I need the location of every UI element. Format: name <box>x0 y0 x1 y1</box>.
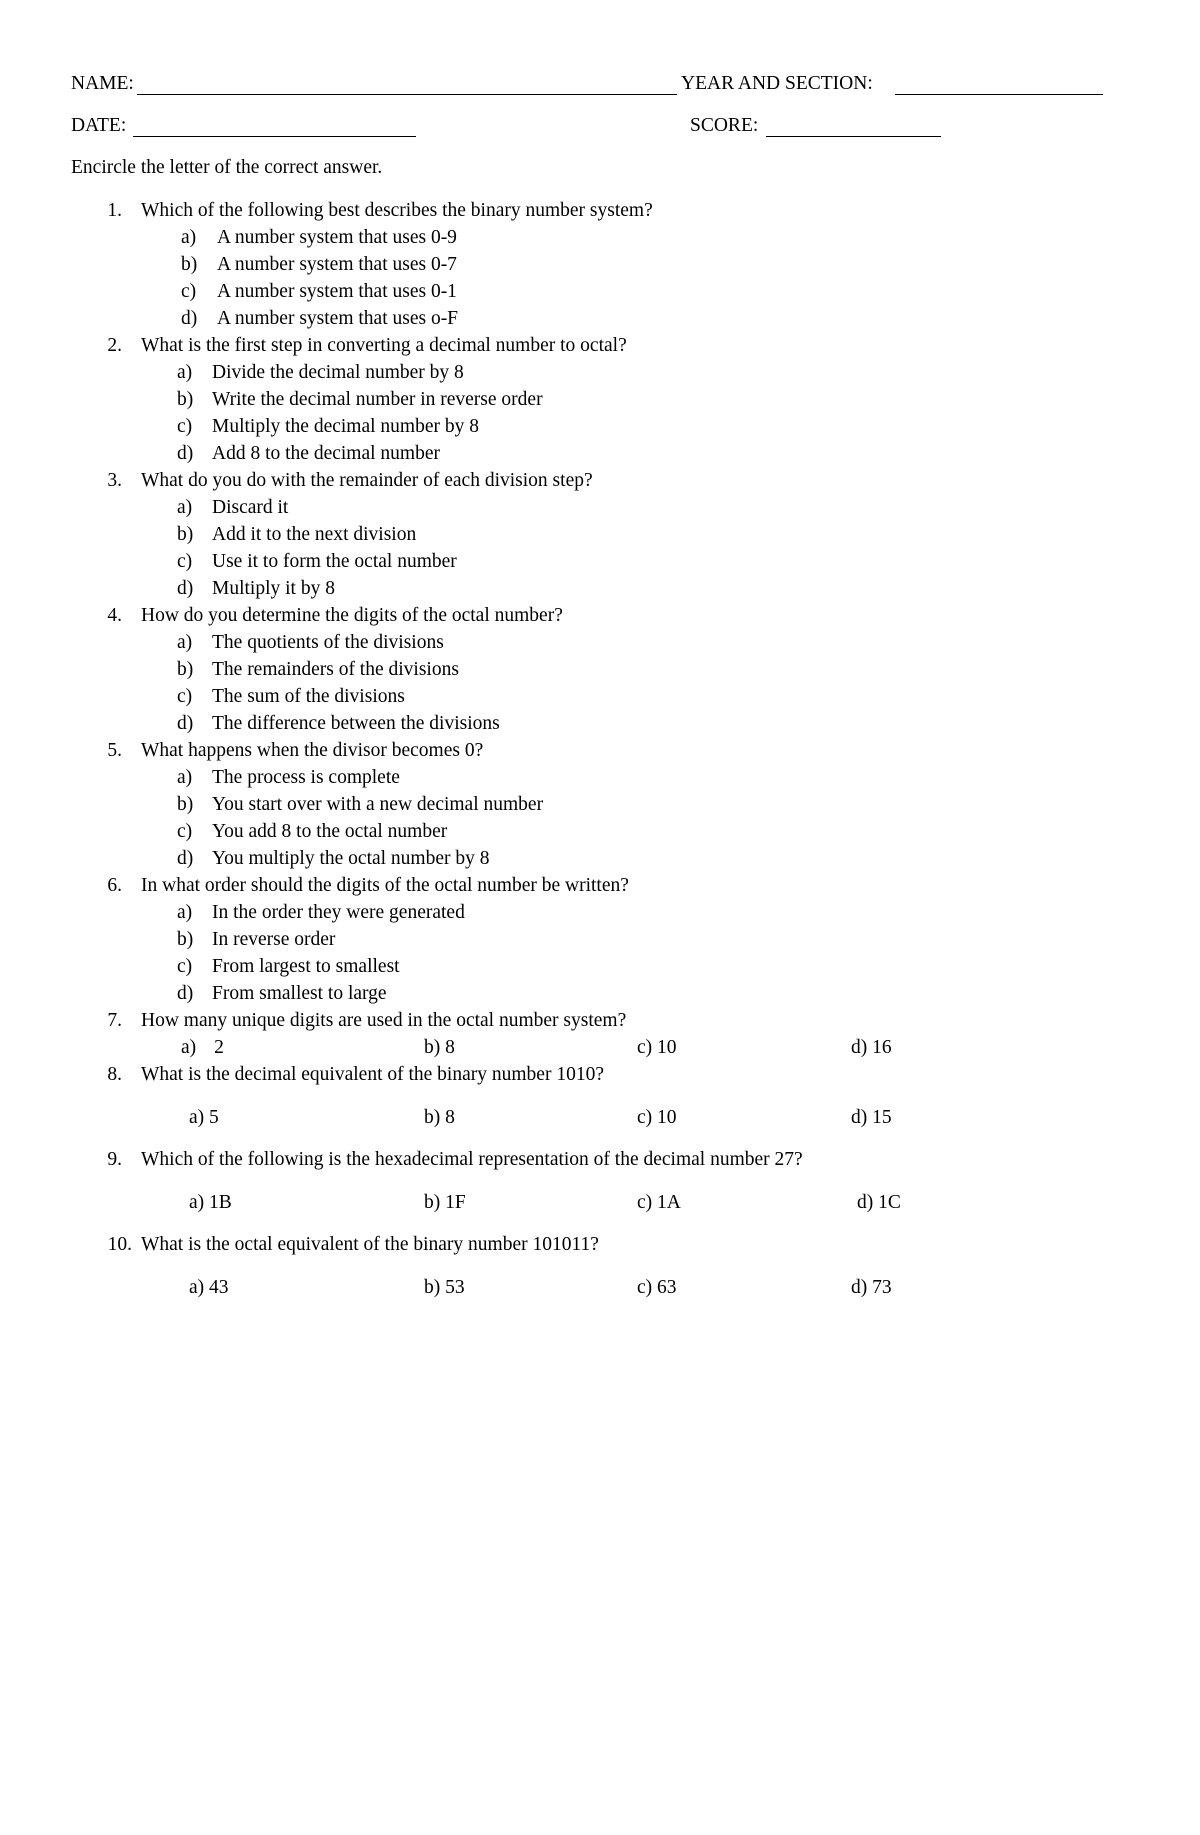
option-text: 10 <box>657 1107 677 1128</box>
option-letter: a) <box>189 1277 205 1298</box>
option-text: 15 <box>872 1107 892 1128</box>
question-number: 6. <box>107 875 122 896</box>
option-letter: d) <box>851 1107 868 1128</box>
option-text: From smallest to large <box>212 983 387 1004</box>
option-text: 53 <box>445 1277 465 1298</box>
option-letter: c) <box>637 1107 653 1128</box>
option-letter: c) <box>177 551 193 572</box>
option-text: You multiply the octal number by 8 <box>212 848 490 869</box>
option-letter: a) <box>189 1107 205 1128</box>
question-text: What is the first step in converting a decimal number to octal? <box>141 335 627 356</box>
option-letter: b) <box>424 1192 441 1213</box>
option-text: 5 <box>209 1107 219 1128</box>
option-text: The sum of the divisions <box>212 686 405 707</box>
option-7c[interactable] <box>637 1036 677 1060</box>
option-text: 1A <box>657 1192 681 1213</box>
option-text: 1B <box>209 1192 232 1213</box>
date-label: DATE: <box>71 115 127 136</box>
option-8c[interactable] <box>637 1106 677 1130</box>
option-text: 8 <box>445 1107 455 1128</box>
question-number: 7. <box>107 1010 122 1031</box>
question-number: 4. <box>107 605 122 626</box>
question-text: In what order should the digits of the octal number be written? <box>141 875 629 896</box>
question-number: 3. <box>107 470 122 491</box>
year-section-field-line[interactable] <box>895 94 1103 95</box>
option-letter: d) <box>857 1192 874 1213</box>
question-number: 1. <box>107 200 122 221</box>
option-letter: a) <box>177 497 193 518</box>
option-9b[interactable] <box>424 1191 466 1215</box>
option-letter: c) <box>637 1277 653 1298</box>
option-letter: b) <box>177 794 194 815</box>
option-text: 73 <box>872 1277 892 1298</box>
option-letter: c) <box>177 686 193 707</box>
option-text: A number system that uses 0-9 <box>217 227 457 248</box>
option-text: Discard it <box>212 497 289 518</box>
option-7b[interactable] <box>424 1036 455 1060</box>
option-10c[interactable] <box>637 1276 677 1300</box>
option-9d[interactable] <box>857 1191 901 1215</box>
option-8a[interactable] <box>189 1106 219 1130</box>
option-text: 2 <box>214 1037 224 1058</box>
option-text: Use it to form the octal number <box>212 551 457 572</box>
option-text: 10 <box>657 1037 677 1058</box>
option-text: 43 <box>209 1277 229 1298</box>
option-letter: b) <box>181 254 198 275</box>
option-letter: c) <box>177 956 193 977</box>
option-text: Write the decimal number in reverse order <box>212 389 543 410</box>
question-text: How many unique digits are used in the octal number system? <box>141 1010 627 1031</box>
option-8d[interactable] <box>851 1106 892 1130</box>
option-letter: d) <box>851 1277 868 1298</box>
question-text: Which of the following is the hexadecimal representation of the decimal number 27? <box>141 1149 803 1170</box>
option-letter: d) <box>177 713 194 734</box>
option-text: Add 8 to the decimal number <box>212 443 440 464</box>
option-text: A number system that uses 0-1 <box>217 281 457 302</box>
question-text: How do you determine the digits of the octal number? <box>141 605 563 626</box>
option-letter: a) <box>181 1037 197 1058</box>
name-label: NAME: <box>71 73 134 94</box>
name-field-line[interactable] <box>137 94 677 95</box>
option-letter: a) <box>177 362 193 383</box>
option-letter: b) <box>424 1277 441 1298</box>
option-text: A number system that uses o-F <box>217 308 459 329</box>
question-text: What is the decimal equivalent of the binary number 1010? <box>141 1064 604 1085</box>
option-10a[interactable] <box>189 1276 229 1300</box>
option-letter: b) <box>177 524 194 545</box>
option-letter: c) <box>177 416 193 437</box>
option-text: In reverse order <box>212 929 336 950</box>
option-10b[interactable] <box>424 1276 465 1300</box>
option-text: From largest to smallest <box>212 956 400 977</box>
option-text: Divide the decimal number by 8 <box>212 362 464 383</box>
option-text: 16 <box>872 1037 892 1058</box>
option-9c[interactable] <box>637 1191 681 1215</box>
option-letter: a) <box>177 767 193 788</box>
option-text: The remainders of the divisions <box>212 659 459 680</box>
option-text: Add it to the next division <box>212 524 417 545</box>
option-letter: d) <box>851 1037 868 1058</box>
question-number: 10. <box>107 1234 132 1255</box>
option-letter: c) <box>177 821 193 842</box>
option-letter: c) <box>637 1192 653 1213</box>
option-7d[interactable] <box>851 1036 892 1060</box>
option-text: 1F <box>445 1192 466 1213</box>
option-letter: b) <box>424 1037 441 1058</box>
option-text: A number system that uses 0-7 <box>217 254 457 275</box>
option-8b[interactable] <box>424 1106 455 1130</box>
option-9a[interactable] <box>189 1191 232 1215</box>
option-text: Multiply the decimal number by 8 <box>212 416 479 437</box>
score-label: SCORE: <box>690 115 759 136</box>
option-text: The difference between the divisions <box>212 713 500 734</box>
year-section-label: YEAR AND SECTION: <box>681 73 873 94</box>
option-text: 1C <box>878 1192 901 1213</box>
question-number: 2. <box>107 335 122 356</box>
option-letter: b) <box>177 389 194 410</box>
score-field-line[interactable] <box>766 136 941 137</box>
question-text: What do you do with the remainder of each division step? <box>141 470 593 491</box>
option-letter: b) <box>177 929 194 950</box>
option-letter: a) <box>177 632 193 653</box>
option-letter: b) <box>424 1107 441 1128</box>
question-number: 8. <box>107 1064 122 1085</box>
option-text: 8 <box>445 1037 455 1058</box>
option-text: You start over with a new decimal number <box>212 794 544 815</box>
option-10d[interactable] <box>851 1276 892 1300</box>
option-text: The process is complete <box>212 767 400 788</box>
option-letter: d) <box>177 578 194 599</box>
question-number: 9. <box>107 1149 122 1170</box>
question-number: 5. <box>107 740 122 761</box>
option-text: In the order they were generated <box>212 902 465 923</box>
option-letter: d) <box>181 308 198 329</box>
question-text: Which of the following best describes the binary number system? <box>141 200 653 221</box>
question-text: What happens when the divisor becomes 0? <box>141 740 484 761</box>
option-letter: c) <box>637 1037 653 1058</box>
option-text: The quotients of the divisions <box>212 632 444 653</box>
option-text: Multiply it by 8 <box>212 578 335 599</box>
instructions: Encircle the letter of the correct answer. <box>71 157 383 178</box>
option-letter: a) <box>181 227 197 248</box>
option-text: You add 8 to the octal number <box>212 821 448 842</box>
option-letter: d) <box>177 848 194 869</box>
option-letter: c) <box>181 281 197 302</box>
option-text: 63 <box>657 1277 677 1298</box>
option-letter: a) <box>177 902 193 923</box>
option-letter: a) <box>189 1192 205 1213</box>
option-letter: d) <box>177 983 194 1004</box>
date-field-line[interactable] <box>133 136 416 137</box>
option-letter: d) <box>177 443 194 464</box>
option-7a[interactable] <box>181 1036 224 1060</box>
option-letter: b) <box>177 659 194 680</box>
question-text: What is the octal equivalent of the binary number 101011? <box>141 1234 599 1255</box>
